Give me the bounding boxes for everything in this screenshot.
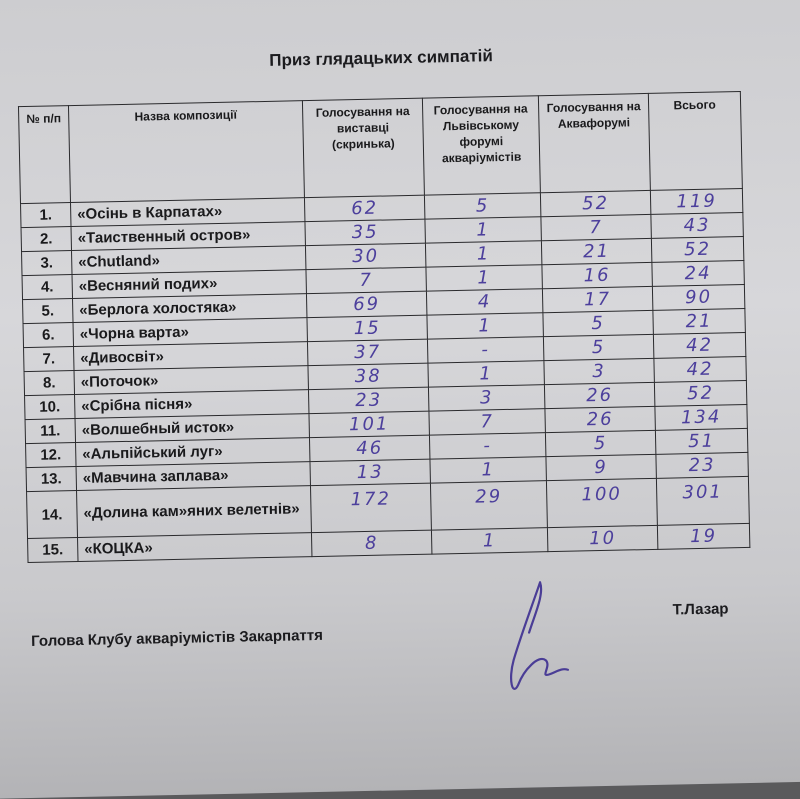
row-name: «Chutland» <box>72 246 306 275</box>
row-lviv-vote: 5 <box>424 193 540 219</box>
row-lviv-vote: 1 <box>431 528 547 554</box>
row-num: 1. <box>21 203 71 228</box>
row-num: 2. <box>21 227 71 252</box>
row-name: «Долина кам»яних велетнів» <box>77 486 312 538</box>
row-aquaforum-vote: 3 <box>544 358 654 384</box>
row-lviv-vote: 29 <box>430 481 547 530</box>
row-aquaforum-vote: 5 <box>543 334 653 360</box>
row-name: «Дивосвіт» <box>74 342 308 371</box>
row-total: 23 <box>656 452 748 478</box>
row-name: «Чорна варта» <box>73 318 307 347</box>
row-num: 14. <box>27 491 78 539</box>
row-aquaforum-vote: 26 <box>544 382 654 408</box>
row-total: 52 <box>651 236 743 262</box>
row-lviv-vote: 7 <box>429 409 545 435</box>
row-box-vote: 101 <box>309 411 429 438</box>
row-num: 13. <box>26 467 76 492</box>
row-num: 7. <box>24 347 74 372</box>
row-total: 42 <box>654 356 746 382</box>
row-total: 24 <box>652 260 744 286</box>
row-box-vote: 46 <box>309 435 429 462</box>
row-aquaforum-vote: 9 <box>546 454 656 480</box>
row-num: 6. <box>23 323 73 348</box>
row-box-vote: 30 <box>305 243 425 270</box>
header-lviv-vote: Голосування на Львівському форумі акваріумістів <box>422 96 540 195</box>
row-aquaforum-vote: 21 <box>541 238 651 264</box>
row-num: 8. <box>24 371 74 396</box>
row-box-vote: 13 <box>310 459 430 486</box>
signer-name: Т.Лазар <box>672 600 729 619</box>
row-lviv-vote: 1 <box>428 361 544 387</box>
header-aquaforum-vote: Голосування на Аквафорумі <box>538 93 650 192</box>
results-table <box>18 91 750 563</box>
row-lviv-vote: 1 <box>425 217 541 243</box>
table-header-row <box>18 92 742 204</box>
chair-title: Голова Клубу акваріумістів Закарпаття <box>31 626 324 650</box>
row-total: 52 <box>654 380 746 406</box>
row-total: 119 <box>650 188 742 214</box>
row-num: 12. <box>26 443 76 468</box>
row-aquaforum-vote: 16 <box>542 262 652 288</box>
header-total: Всього <box>648 92 742 191</box>
document-footer <box>22 578 764 713</box>
row-total: 21 <box>653 308 745 334</box>
row-box-vote: 35 <box>305 219 425 246</box>
row-box-vote: 38 <box>308 363 428 390</box>
row-box-vote: 15 <box>307 315 427 342</box>
row-aquaforum-vote: 26 <box>545 406 655 432</box>
row-total: 301 <box>656 476 749 525</box>
row-name: «Весняний подих» <box>72 270 306 299</box>
header-name: Назва композиції <box>68 101 304 203</box>
row-lviv-vote: 3 <box>428 385 544 411</box>
row-total: 42 <box>653 332 745 358</box>
row-box-vote: 37 <box>307 339 427 366</box>
row-total: 51 <box>655 428 747 454</box>
row-total: 134 <box>655 404 747 430</box>
row-name: «Поточок» <box>74 366 308 395</box>
row-num: 15. <box>28 537 78 562</box>
row-box-vote: 7 <box>306 267 426 294</box>
row-name: «Берлога холостяка» <box>73 294 307 323</box>
row-num: 5. <box>23 299 73 324</box>
row-aquaforum-vote: 5 <box>545 430 655 456</box>
row-lviv-vote: 1 <box>425 241 541 267</box>
row-lviv-vote: - <box>427 337 543 363</box>
row-aquaforum-vote: 10 <box>547 525 657 551</box>
row-total: 19 <box>657 523 749 549</box>
row-name: «Таиственный остров» <box>71 222 305 251</box>
row-box-vote: 69 <box>306 291 426 318</box>
row-num: 10. <box>25 395 75 420</box>
row-lviv-vote: 1 <box>427 313 543 339</box>
row-num: 11. <box>25 419 75 444</box>
row-aquaforum-vote: 7 <box>541 214 651 240</box>
row-aquaforum-vote: 52 <box>540 190 650 216</box>
row-name: «Срібна пісня» <box>75 390 309 419</box>
signature-graphic <box>482 573 595 705</box>
row-box-vote: 172 <box>310 483 431 533</box>
row-total: 90 <box>652 284 744 310</box>
row-aquaforum-vote: 5 <box>543 310 653 336</box>
row-lviv-vote: 4 <box>426 289 542 315</box>
row-name: «Мавчина заплава» <box>76 462 310 491</box>
row-name: «Осінь в Карпатах» <box>71 198 305 227</box>
row-box-vote: 8 <box>311 530 431 557</box>
row-lviv-vote: - <box>429 433 545 459</box>
row-aquaforum-vote: 17 <box>542 286 652 312</box>
header-box-vote: Голосування на виставці (скринька) <box>302 98 424 197</box>
document-content <box>11 41 765 713</box>
row-box-vote: 23 <box>308 387 428 414</box>
row-name: «Волшебный исток» <box>75 414 309 443</box>
row-aquaforum-vote: 100 <box>546 478 657 527</box>
row-box-vote: 62 <box>304 195 424 222</box>
row-total: 43 <box>651 212 743 238</box>
row-name: «Альпійський луг» <box>76 438 310 467</box>
row-num: 3. <box>22 251 72 276</box>
row-lviv-vote: 1 <box>426 265 542 291</box>
row-name: «КОЦКА» <box>78 533 312 562</box>
row-lviv-vote: 1 <box>430 457 546 483</box>
header-num: № п/п <box>18 106 70 204</box>
row-num: 4. <box>22 275 72 300</box>
document-title: Приз глядацьких симпатій <box>269 46 494 70</box>
